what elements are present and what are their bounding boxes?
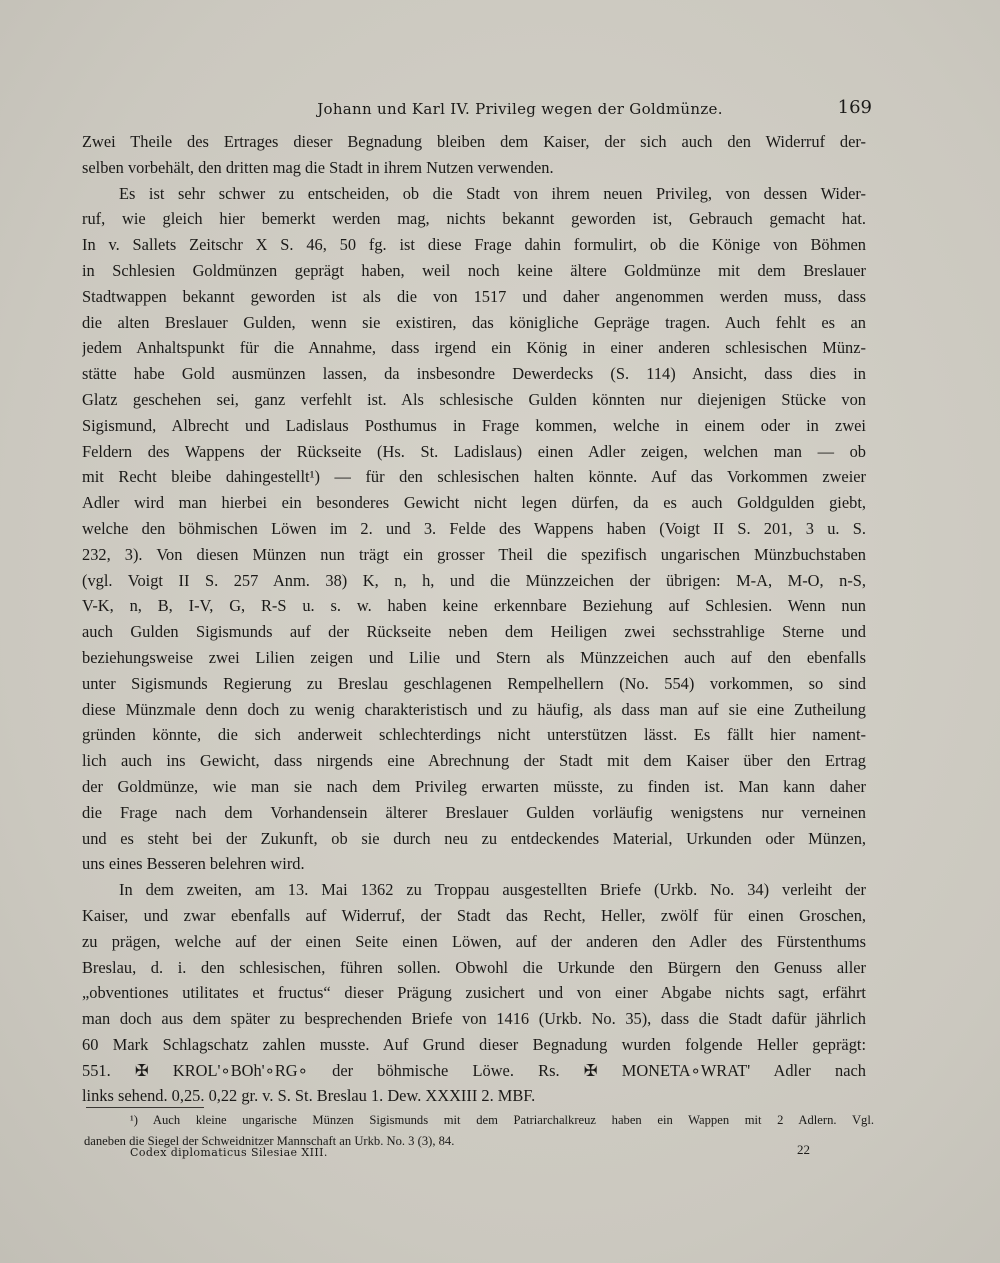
text-line: V-K, n, B, I-V, G, R-S u. s. w. haben keine erkennbare Beziehung auf Schlesien. Wenn nun <box>82 596 866 616</box>
text-line: Breslau, d. i. den schlesischen, führen sollen. Obwohl die Urkunde den Bürgern den Genuss aller <box>82 957 866 977</box>
signature-mark: 22 <box>797 1142 810 1157</box>
text-line: die Frage nach dem Vorhandensein älterer Breslauer Gulden vorläufig wenigstens nur verneinen <box>82 802 866 822</box>
page-number: 169 <box>837 97 872 118</box>
text-line: mit Recht bleibe dahingestellt¹) — für den schlesischen halten könnte. Auf das Vorkommen zweier <box>82 467 866 487</box>
text-line: uns eines Besseren belehren wird. <box>82 854 305 874</box>
text-line: und es steht bei der Zukunft, ob sie durch neu zu entdeckendes Material, Urkunden oder Münzen, <box>82 828 866 848</box>
text-line: Es ist sehr schwer zu entscheiden, ob die Stadt von ihrem neuen Privileg, von dessen Wider- <box>119 183 866 203</box>
text-line: der Goldmünze, wie man sie nach dem Privileg erwarten müsste, zu finden ist. Man kann daher <box>82 776 866 796</box>
text-line: Stadtwappen bekannt geworden ist als die von 1517 und daher angenommen werden muss, dass <box>82 286 866 306</box>
text-line: welche den böhmischen Löwen im 2. und 3. Felde des Wappens haben (Voigt II S. 201, 3 u. S. <box>82 518 866 538</box>
text-line: ruf, wie gleich hier bemerkt werden mag, nichts bekannt geworden ist, Gebrauch gemacht hat. <box>82 209 866 229</box>
text-line: Glatz geschehen sei, ganz verfehlt ist. Als schlesische Gulden könnten nur diejenigen Stücke von <box>82 389 866 409</box>
text-line: „obventiones utilitates et fructus“ dieser Prägung zusichert und von einer Abgabe nichts sagt, erfährt <box>82 983 866 1003</box>
text-line: diese Münzmale denn doch zu wenig charakteristisch und zu häufig, als dass man auf sie eine Zutheilung <box>82 699 866 719</box>
text-line: unter Sigismunds Regierung zu Breslau geschlagenen Rempelhellern (No. 554) vorkommen, so sind <box>82 673 866 693</box>
text-line: gründen könnte, die sich anderweit schlechterdings nicht unterstützen lässt. Es fällt hier nament- <box>82 725 866 745</box>
text-line: stätte habe Gold ausmünzen lassen, da insbesondre Dewerdecks (S. 114) Ansicht, dass dies in <box>82 364 866 384</box>
text-line: auch Gulden Sigismunds auf der Rückseite neben dem Heiligen zwei sechsstrahlige Sterne und <box>82 622 866 642</box>
text-line: in Schlesien Goldmünzen geprägt haben, weil noch keine ältere Goldmünze mit dem Breslauer <box>82 260 866 280</box>
running-title: Johann und Karl IV. Privileg wegen der Goldmünze. <box>317 100 723 118</box>
text-line: selben vorbehält, den dritten mag die Stadt in ihrem Nutzen verwenden. <box>82 157 554 177</box>
text-line: lich auch ins Gewicht, dass nirgends eine Abrechnung der Stadt mit dem Kaiser über den Ertrag <box>82 751 866 771</box>
text-line: 232, 3). Von diesen Münzen nun trägt ein grosser Theil die spezifisch ungarischen Münzbuchstaben <box>82 544 866 564</box>
main-text <box>82 129 866 1109</box>
coin-entry-line: links sehend. 0,25. 0,22 gr. v. S. St. Breslau 1. Dew. XXXIII 2. MBF. <box>82 1086 536 1106</box>
text-line: beziehungsweise zwei Lilien zeigen und Lilie und Stern als Münzzeichen auch auf den ebenfalls <box>82 647 866 667</box>
text-line: Zwei Theile des Ertrages dieser Begnadung bleiben dem Kaiser, der sich auch den Widerruf der- <box>82 132 866 151</box>
coin-entry-line: 551. ✠ KROL'∘BOh'∘RG∘ der böhmische Löwe. Rs. ✠ MONETA∘WRAT' Adler nach <box>82 1060 866 1080</box>
footnote <box>84 1101 874 1152</box>
text-line: 60 Mark Schlagschatz zahlen musste. Auf Grund dieser Begnadung wurden folgende Heller geprägt: <box>82 1034 866 1054</box>
text-line: jedem Anhaltspunkt für die Annahme, dass irgend ein König in einer anderen schlesischen Münz- <box>82 338 866 358</box>
imprint: Codex diplomaticus Silesiae XIII. <box>130 1146 328 1159</box>
text-line: (vgl. Voigt II S. 257 Anm. 38) K, n, h, und die Münzzeichen der übrigen: M-A, M-O, n-S, <box>82 570 866 590</box>
text-line: Sigismund, Albrecht und Ladislaus Posthumus in Frage kommen, welche in einem oder in zwei <box>82 415 866 435</box>
text-line: man doch aus dem später zu besprechenden Briefe von 1416 (Urkb. No. 35), dass die Stadt dafür jährlich <box>82 1009 866 1029</box>
footnote-line: ¹) Auch kleine ungarische Münzen Sigismunds mit dem Patriarchalkreuz haben ein Wappen mit 2 Adlern. Vgl. <box>130 1113 874 1127</box>
text-line: Adler wird man hierbei ein besonderes Gewicht nicht legen dürfen, da es auch Goldgulden giebt, <box>82 493 866 513</box>
text-line: In dem zweiten, am 13. Mai 1362 zu Troppau ausgestellten Briefe (Urkb. No. 34) verleiht der <box>119 880 866 900</box>
text-line: die alten Breslauer Gulden, wenn sie existiren, das königliche Gepräge tragen. Auch fehlt es an <box>82 312 866 332</box>
text-line: zu prägen, welche auf der einen Seite einen Löwen, auf der anderen den Adler des Fürstenthums <box>82 931 866 951</box>
footnote-line: daneben die Siegel der Schweidnitzer Mannschaft an Urkb. No. 3 (3), 84. <box>84 1134 455 1148</box>
text-line: Feldern des Wappens der Rückseite (Hs. St. Ladislaus) einen Adler zeigen, welchen man — ob <box>82 441 866 461</box>
text-line: In v. Sallets Zeitschr X S. 46, 50 fg. ist diese Frage dahin formulirt, ob die Könige von Böhmen <box>82 235 866 255</box>
text-line: Kaiser, und zwar ebenfalls auf Widerruf, der Stadt das Recht, Heller, zwölf für einen Groschen, <box>82 905 866 925</box>
